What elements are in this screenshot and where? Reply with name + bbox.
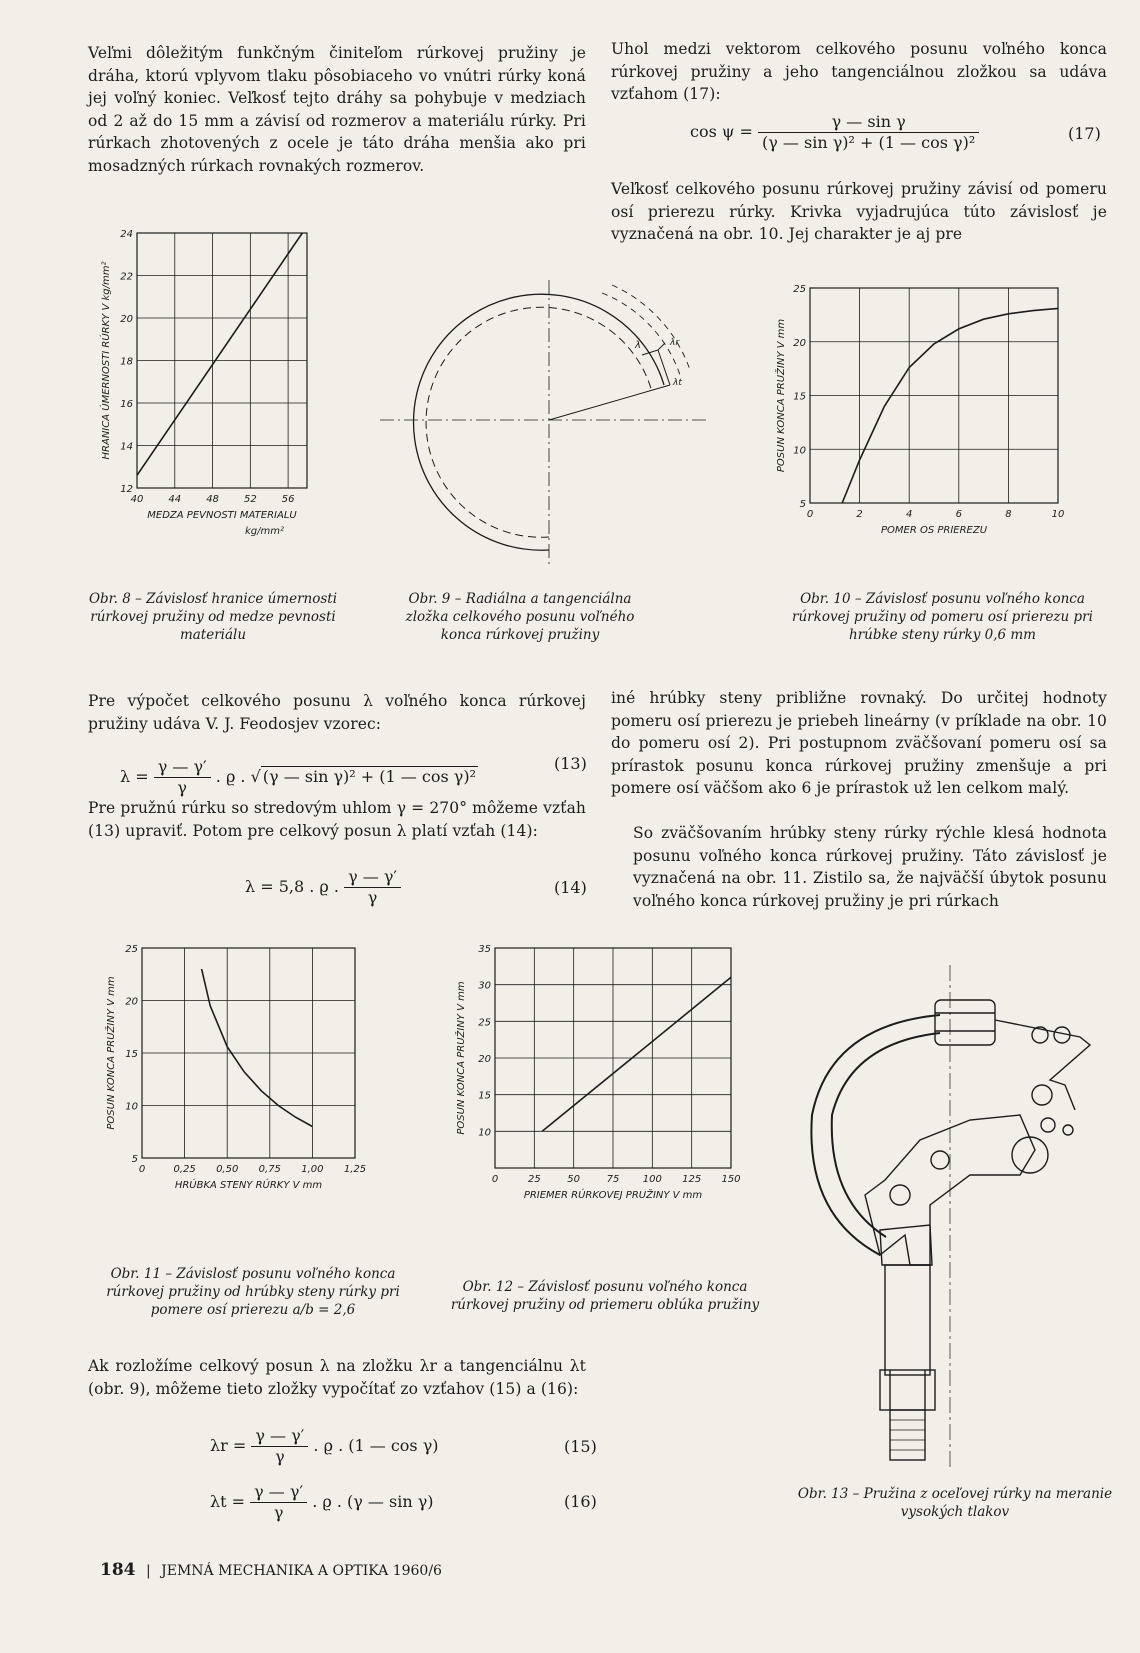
radius-line — [549, 385, 670, 420]
x-tick-label: 2 — [856, 509, 863, 520]
equation-denominator: γ — [367, 888, 378, 907]
x-axis-label: PRIEMER RÚRKOVEJ PRUŽINY V mm — [523, 1190, 703, 1201]
x-tick-label: 125 — [682, 1174, 702, 1185]
spring-outer-dashed-arc — [602, 293, 680, 375]
equation-number: (15) — [564, 1437, 597, 1456]
y-tick-label: 20 — [120, 314, 133, 325]
series-line — [202, 969, 313, 1127]
x-tick-label: 52 — [243, 494, 257, 505]
x-axis-label: POMER OS PRIEREZU — [880, 525, 988, 536]
equation-lhs: λr = — [210, 1436, 247, 1455]
caption-obr12: Obr. 12 – Závislosť posunu voľného konca rúrkovej pružiny od priemeru oblúka pružiny — [450, 1279, 760, 1313]
y-axis-label: POSUN KONCA PRUŽINY V mm — [456, 981, 467, 1135]
diagram-label-lambda: λ — [635, 340, 641, 351]
y-tick-label: 30 — [478, 980, 491, 992]
chart-obr12 — [450, 945, 780, 1245]
socket-stem — [885, 1265, 930, 1375]
x-tick-label: 8 — [1005, 509, 1012, 520]
x-tick-label: 0,75 — [258, 1164, 281, 1175]
equation-14 — [245, 867, 401, 908]
equation-lhs: λ = 5,8 . ϱ . — [245, 877, 339, 896]
equation-number: (13) — [554, 754, 587, 773]
threaded-connector — [890, 1410, 925, 1460]
y-tick-label: 16 — [120, 399, 133, 410]
equation-15 — [210, 1426, 439, 1467]
y-axis-label: HRANICA ÚMERNOSTI RÚRKY V kg/mm² — [101, 261, 112, 460]
x-tick-label: 40 — [130, 494, 144, 505]
x-tick-label: 44 — [168, 494, 182, 505]
equation-lhs: λt = — [210, 1492, 246, 1511]
y-tick-label: 20 — [478, 1054, 491, 1065]
y-tick-label: 15 — [125, 1049, 138, 1060]
y-tick-label: 15 — [793, 391, 806, 403]
lambda-r-vector — [658, 343, 665, 350]
equation-numerator: γ — sin γ — [758, 112, 979, 133]
page-footer: 184 | JEMNÁ MECHANIKA A OPTIKA 1960/6 — [100, 1560, 442, 1580]
equation-denominator: γ — [273, 1503, 284, 1522]
spring-inner-arc — [426, 307, 652, 537]
y-tick-label: 18 — [120, 356, 133, 368]
y-tick-label: 5 — [131, 1154, 138, 1165]
tube-end-nut — [935, 1000, 995, 1045]
caption-obr9: Obr. 9 – Radiálna a tangenciálna zložka celkového posunu voľného konca rúrkovej pružiny — [405, 591, 635, 643]
equation-number: (14) — [554, 878, 587, 897]
chart-obr11 — [100, 945, 430, 1230]
caption-obr10: Obr. 10 – Závislosť posunu voľného konca rúrkovej pružiny od pomeru osí prierezu pri hrúbke steny rúrky 0,6 mm — [792, 591, 1093, 643]
y-tick-label: 5 — [799, 499, 806, 510]
y-tick-label: 10 — [793, 445, 806, 457]
diagram-label-lambda-r: λr — [670, 338, 680, 348]
equation-17 — [690, 112, 979, 153]
caption-obr13: Obr. 13 – Pružina z oceľovej rúrky na meranie vysokých tlakov — [797, 1486, 1113, 1520]
journal-name: JEMNÁ MECHANIKA A OPTIKA 1960/6 — [161, 1563, 442, 1579]
y-tick-label: 12 — [120, 484, 133, 495]
x-axis-label: MEDZA PEVNOSTI MATERIALU — [147, 510, 297, 521]
y-tick-label: 25 — [478, 1017, 491, 1029]
paragraph-feodosjev: Pre výpočet celkového posunu λ voľného konca rúrkovej pružiny udáva V. J. Feodosjev vzorec: — [88, 692, 586, 733]
equation-lhs: cos ψ = — [690, 122, 753, 141]
y-tick-label: 25 — [125, 945, 138, 955]
x-tick-label: 100 — [642, 1174, 662, 1185]
y-tick-label: 14 — [120, 441, 133, 453]
equation-number: (17) — [1068, 124, 1101, 143]
equation-middle: . ϱ . √ — [215, 767, 261, 786]
x-tick-label: 0,25 — [173, 1164, 196, 1175]
equation-radicand: (γ — sin γ)² + (1 — cos γ)² — [262, 767, 476, 786]
x-tick-label: 75 — [606, 1174, 620, 1185]
equation-number: (16) — [564, 1492, 597, 1511]
y-tick-label: 15 — [478, 1090, 491, 1102]
equation-fraction — [154, 757, 211, 798]
drawing-obr13 — [790, 965, 1130, 1470]
y-tick-label: 10 — [478, 1127, 491, 1139]
equation-rest: . ϱ . (1 — cos γ) — [313, 1436, 439, 1455]
y-tick-label: 22 — [120, 271, 133, 283]
spring-displaced-arc — [612, 285, 690, 370]
equation-rest: . ϱ . (γ — sin γ) — [312, 1492, 434, 1511]
lambda-vector — [658, 350, 670, 385]
dial-pinion — [1012, 1137, 1048, 1173]
paragraph-angle: Uhol medzi vektorom celkového posunu voľného konca rúrkovej pružiny a jeho tangenciálnou zložkou sa udáva vzťahom (17): — [611, 40, 1107, 103]
y-tick-label: 35 — [478, 945, 491, 955]
x-tick-label: 48 — [206, 494, 219, 505]
paragraph-total-shift: Veľkosť celkového posunu rúrkovej pružiny závisí od pomeru osí prierezu rúrky. Krivka vyjadrujúca túto závislosť je vyznačená na obr. 10. Jej charakter je aj pre — [611, 180, 1107, 243]
equation-fraction — [344, 867, 401, 908]
x-tick-label: 0,50 — [216, 1164, 239, 1175]
x-axis-unit: kg/mm² — [245, 526, 284, 537]
gear-screw — [1032, 1085, 1052, 1105]
paragraph-wall-thickness: So zväčšovaním hrúbky steny rúrky rýchle klesá hodnota posunu voľného konca rúrkovej pružiny. Táto závislosť je vyznačená na obr. 11. Zistilo sa, že najväčší úbytok posunu voľného konca rúrkovej pružiny je pri rúrkach — [633, 824, 1107, 910]
x-tick-label: 150 — [721, 1174, 741, 1185]
chart-obr10 — [770, 285, 1100, 570]
equation-denominator: γ — [275, 1447, 285, 1466]
paragraph-270deg: Pre pružnú rúrku so stredovým uhlom γ = 270° môžeme vzťah (13) upraviť. Potom pre celkový posun λ platí vzťah (14): — [88, 799, 586, 840]
x-tick-label: 10 — [1051, 509, 1065, 520]
diagram-label-lambda-t: λt — [673, 378, 682, 388]
x-tick-label: 25 — [527, 1174, 541, 1185]
equation-fraction — [758, 112, 979, 153]
x-tick-label: 56 — [281, 494, 295, 505]
spring-outer-arc — [414, 294, 664, 550]
equation-fraction — [250, 1482, 307, 1523]
bourdon-tube-inner — [832, 1033, 940, 1237]
y-tick-label: 25 — [793, 285, 806, 295]
x-tick-label: 0 — [491, 1174, 499, 1185]
hex-fitting — [880, 1370, 935, 1410]
paragraph-intro: Veľmi dôležitým funkčným činiteľom rúrkovej pružiny je dráha, ktorú vplyvom tlaku pôsobiaceho vo vnútri rúrky koná jej voľný koniec. Veľkosť tejto dráhy sa pohybuje v medziach od 2 až do 15 mm a závisí od rozmerov a materiálu rúrky. Pri rúrkach zhotovených z ocele je táto dráha menšia ako pri mosadzných rúrkach rovnakých rozmerov. — [88, 44, 586, 175]
equation-13 — [120, 757, 478, 798]
series-line — [542, 977, 731, 1131]
x-axis-label: HRÚBKA STENY RÚRKY V mm — [174, 1180, 323, 1191]
equation-lhs: λ = — [120, 767, 149, 786]
link-arm — [995, 1020, 1090, 1110]
y-tick-label: 20 — [125, 996, 138, 1008]
x-tick-label: 4 — [906, 509, 913, 520]
paragraph-linear: iné hrúbky steny približne rovnaký. Do určitej hodnoty pomeru osí prierezu je priebeh lineárny (v príklade na obr. 10 do pomeru osí 2). Pri postupnom zväčšovaní pomeru osí sa prírastok posunu konca rúrkovej pružiny zmenšuje a pri pomere osí väčšom ako 6 je prírastok už len celkom malý. — [611, 689, 1107, 797]
equation-numerator: γ — γ′ — [250, 1482, 307, 1503]
equation-numerator: γ — γ′ — [344, 867, 401, 888]
caption-obr11: Obr. 11 – Závislosť posunu voľného konca rúrkovej pružiny od hrúbky steny rúrky pri pomere osí prierezu a/b = 2,6 — [106, 1266, 400, 1318]
equation-fraction — [251, 1426, 308, 1467]
y-axis-label: POSUN KONCA PRUŽINY V mm — [776, 318, 787, 473]
y-tick-label: 24 — [120, 230, 133, 240]
diagram-obr9 — [380, 275, 710, 575]
chart-obr8 — [95, 230, 340, 560]
y-tick-label: 10 — [125, 1101, 138, 1113]
x-tick-label: 1,00 — [301, 1164, 324, 1175]
page-number: 184 — [100, 1560, 136, 1580]
x-tick-label: 1,25 — [343, 1164, 367, 1175]
y-tick-label: 20 — [793, 337, 806, 349]
equation-16 — [210, 1482, 434, 1523]
equation-numerator: γ — γ′ — [154, 757, 211, 778]
x-tick-label: 50 — [567, 1174, 581, 1185]
bourdon-tube-outer — [811, 1015, 940, 1255]
equation-denominator: (γ — sin γ)² + (1 — cos γ)² — [762, 133, 976, 152]
paragraph-components: Ak rozložíme celkový posun λ na zložku λr a tangenciálnu λt (obr. 9), môžeme tieto zložky vypočítať zo vzťahov (15) a (16): — [88, 1357, 586, 1398]
equation-numerator: γ — γ′ — [251, 1426, 308, 1447]
y-axis-label: POSUN KONCA PRUŽINY V mm — [106, 976, 117, 1130]
x-tick-label: 0 — [138, 1164, 146, 1175]
series-line — [137, 233, 302, 475]
equation-denominator: γ — [177, 778, 187, 797]
x-tick-label: 6 — [955, 509, 962, 520]
series-line — [842, 308, 1058, 503]
caption-obr8: Obr. 8 – Závislosť hranice úmernosti rúrkovej pružiny od medze pevnosti materiálu — [88, 591, 338, 643]
x-tick-label: 0 — [806, 509, 814, 520]
